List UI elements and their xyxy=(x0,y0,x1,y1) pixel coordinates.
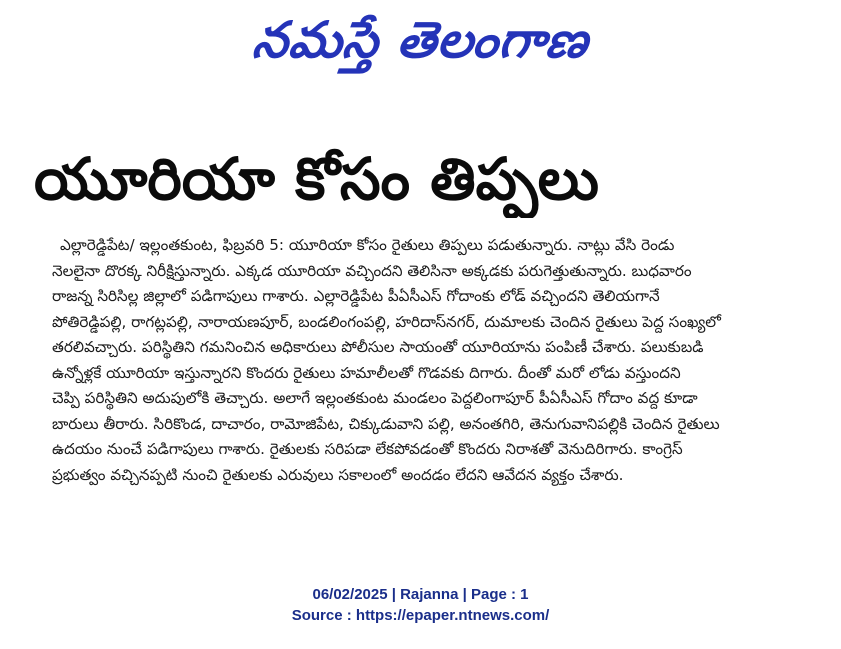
article-line: ఉన్నోళ్లకే యూరియా ఇస్తున్నారని కొందరు రైతులు హమాలీలతో గొడవకు దిగారు. దీంతో మరో లోడు వస్తుందని xyxy=(52,363,681,382)
article-body xyxy=(52,233,817,488)
article-line: ఎల్లారెడ్డిపేట/ ఇల్లంతకుంట, ఫిబ్రవరి 5: యూరియా కోసం రైతులు తిప్పలు పడుతున్నారు. నాట్లు వేసి రెండు xyxy=(60,236,675,254)
article-line: బారులు తీరారు. సిరికొండ, దాచారం, రామోజిపేట, చిక్కుడువాని పల్లి, అనంతగిరి, తెనుగువానిపల్లికి చెందిన రైతులు xyxy=(52,414,720,433)
article-headline: యూరియా కోసం తిప్పలు xyxy=(34,145,599,213)
article-line: చెప్పి పరిస్థితిని అదుపులోకి తెచ్చారు. అలాగే ఇల్లంతకుంట మండలం పెద్దలింగాపూర్ పీఏసీఎస్ గోదాం వద్ద కూడా xyxy=(52,389,698,407)
masthead xyxy=(0,8,841,72)
article-line: నెలలైనా దొరక్క నిరీక్షిస్తున్నారు. ఎక్కడ యూరియా వచ్చిందని తెలిసినా అక్కడకు పరుగెత్తుతున్నారు. బుధవారం xyxy=(52,261,692,280)
page-footer xyxy=(0,584,841,626)
article-line: తరలివచ్చారు. పరిస్థితిని గమనించిన అధికారులు పోలీసుల సాయంతో యూరియాను పంపిణీ చేశారు. పలుకుబడి xyxy=(52,338,704,356)
article-line: ఉదయం నుంచే పడిగాపులు గాశారు. రైతులకు సరిపడా లేకపోవడంతో కొందరు నిరాశతో వెనుదిరిగారు. కాంగ్రెస్ xyxy=(52,440,683,458)
article-line: రాజన్న సిరిసిల్ల జిల్లాలో పడిగాపులు గాశారు. ఎల్లారెడ్డిపేట పీఏసీఎస్ గోదాంకు లోడ్ వచ్చిందని తెలియగానే xyxy=(52,287,660,305)
article-line: ప్రభుత్వం వచ్చినప్పటి నుంచి రైతులకు ఎరువులు సకాలంలో అందడం లేదని ఆవేదన వ్యక్తం చేశారు. xyxy=(52,465,624,484)
article-line: పోతిరెడ్డిపల్లి, రాగట్లపల్లి, నారాయణపూర్, బండలింగంపల్లి, హరిదాస్‌నగర్, దుమాలకు చెందిన రైతులు పెద్ద సంఖ్యలో xyxy=(52,312,721,331)
newspaper-logo: నమస్తే తెలంగాణ xyxy=(249,11,592,69)
source-link[interactable]: Source : https://epaper.ntnews.com/ xyxy=(291,607,550,624)
edition-info: 06/02/2025 | Rajanna | Page : 1 xyxy=(312,586,529,603)
